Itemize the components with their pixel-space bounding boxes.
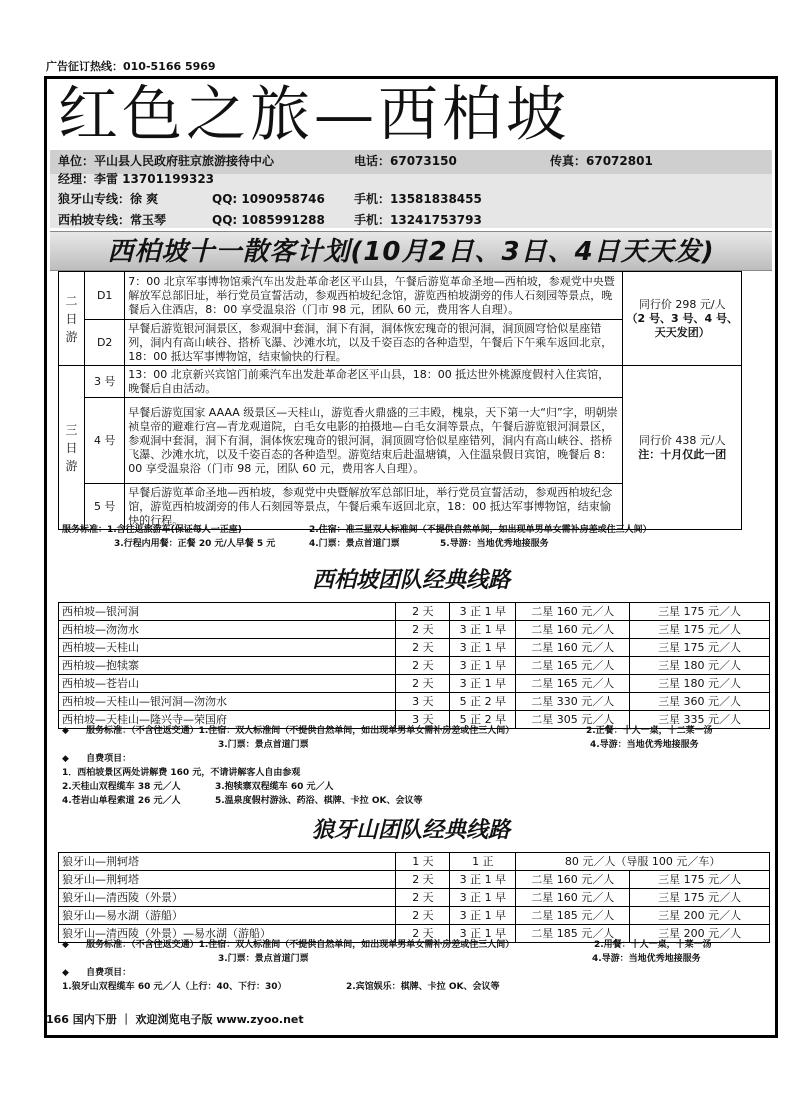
phone-text: 电话：67073150: [354, 154, 457, 168]
route-price-2star: 二星 185 元／人: [516, 907, 630, 925]
route-price-2star: 二星 160 元／人: [516, 621, 630, 639]
day-description: 7：00 北京军事博物馆乘汽车出发赴革命老区平山县，午餐后游览革命圣地—西柏坡，参观党中央暨解放军总部旧址，举行党员宣誓活动，参观西柏坡纪念馆，游览西柏坡湖旁的伟人石刻园等景点，晚餐后入住酒店，8：00 享受温泉浴（门市 98 元，团队 60 元，费用客人自理）。: [125, 272, 623, 320]
table-row: [59, 272, 742, 320]
table-row: [59, 621, 770, 639]
page-title: 红色之旅—西柏坡: [58, 80, 570, 150]
plan-note-5: 5.导游：当地优秀地接服务: [440, 539, 549, 549]
route-name: 西柏坡—抱犊寨: [59, 657, 396, 675]
tour-label: 三日游: [59, 366, 85, 530]
langya-extra: [62, 980, 500, 994]
xibaipo-extra-2a: 2.天桂山双程缆车 38 元／人: [62, 782, 181, 792]
day-label: D1: [85, 272, 125, 320]
plan-service-note-2: [114, 537, 549, 551]
price-cell: [623, 366, 742, 530]
unit-text: 单位：平山县人民政府驻京旅游接待中心: [58, 154, 275, 168]
route-price-3star: 三星 175 元／人: [630, 621, 770, 639]
route-price-3star: 三星 175 元／人: [630, 603, 770, 621]
route-meals: 5 正 2 早: [450, 693, 516, 711]
route-price-2star: 二星 160 元／人: [516, 639, 630, 657]
route-price-2star: 二星 185 元／人: [516, 925, 630, 943]
route-name: 狼牙山—荆轲塔: [59, 853, 396, 871]
table-row: [59, 603, 770, 621]
plan-service-note: [62, 523, 652, 537]
route-name: 狼牙山—荆轲塔: [59, 871, 396, 889]
langya-service-note: [62, 938, 712, 952]
route-meals: 3 正 1 早: [450, 925, 516, 943]
route-name: 西柏坡—银河洞: [59, 603, 396, 621]
langya-tickets-text: 3.门票：景点首道门票: [218, 954, 309, 964]
route-price-2star: 二星 160 元／人: [516, 889, 630, 907]
route-days: 2 天: [396, 889, 450, 907]
route-meals: 3 正 1 早: [450, 639, 516, 657]
route-meals: 3 正 1 早: [450, 657, 516, 675]
plan-note-3: 3.行程内用餐：正餐 20 元/人早餐 5 元: [114, 539, 276, 549]
day-label: 4 号: [85, 398, 125, 484]
xibaipo-mobile: 手机：13241753793: [354, 213, 482, 227]
table-row: [59, 693, 770, 711]
langya-extra-title-text: 自费项目：: [86, 968, 132, 978]
route-meals: 3 正 1 早: [450, 603, 516, 621]
langya-mobile: 手机：13581838455: [354, 192, 482, 206]
day-label: 5 号: [85, 484, 125, 530]
xibaipo-routes-table: [58, 602, 770, 729]
langya-service-note-2: [218, 952, 701, 966]
langya-section-title: 狼牙山团队经典线路: [311, 818, 510, 843]
route-meals: 3 正 1 早: [450, 675, 516, 693]
langya-qq: QQ: 1090958746: [212, 192, 325, 206]
xibaipo-meals-text: 2.正餐：十人一桌，十二菜一汤: [586, 726, 713, 736]
route-price-3star: 三星 180 元／人: [630, 657, 770, 675]
route-name: 狼牙山—易水湖（游船）: [59, 907, 396, 925]
tour-label: 二日游: [59, 272, 85, 366]
route-price-2star: 二星 165 元／人: [516, 657, 630, 675]
xibaipo-extra-3b: 5.温泉度假村游泳、药浴、棋牌、卡拉 OK、会议等: [215, 796, 423, 806]
day-description: 13：00 北京新兴宾馆门前乘汽车出发赴革命老区平山县，18：00 抵达世外桃源度假村入住宾馆，晚餐后自由活动。: [125, 366, 623, 398]
xibaipo-qq: QQ: 1085991288: [212, 213, 325, 227]
route-days: 1 天: [396, 853, 450, 871]
route-price: 80 元／人（导服 100 元／车）: [516, 853, 770, 871]
route-price-3star: 三星 360 元／人: [630, 693, 770, 711]
route-days: 3 天: [396, 711, 450, 729]
route-price-3star: 三星 335 元／人: [630, 711, 770, 729]
route-name: 狼牙山—清西陵（外景）—易水湖（游船）: [59, 925, 396, 943]
langya-guide-text: 4.导游：当地优秀地接服务: [592, 954, 701, 964]
xibaipo-extra-1: 1．西柏坡景区两处讲解费 160 元，不请讲解客人自由参观: [62, 768, 301, 778]
route-price-2star: 二星 330 元／人: [516, 693, 630, 711]
price-note: （2 号、3 号、4 号、天天发团）: [626, 311, 738, 339]
table-row: [59, 853, 770, 871]
diamond-icon: ◆: [62, 968, 69, 978]
route-price-3star: 三星 180 元／人: [630, 675, 770, 693]
manager-text: 经理：李雷 13701199323: [58, 172, 215, 186]
diamond-icon: ◆: [62, 940, 69, 950]
route-price-2star: 二星 305 元／人: [516, 711, 630, 729]
route-price-3star: 三星 200 元／人: [630, 907, 770, 925]
table-row: [59, 907, 770, 925]
xibaipo-extra-3a: 4.苍岩山单程索道 26 元／人: [62, 796, 181, 806]
page-footer: 166 国内下册 ｜ 欢迎浏览电子版 www.zyoo.net: [46, 1013, 304, 1026]
route-meals: 3 正 1 早: [450, 889, 516, 907]
route-name: 西柏坡—天桂山: [59, 639, 396, 657]
route-days: 2 天: [396, 657, 450, 675]
schedule-table: [58, 271, 742, 530]
xibaipo-contact: 西柏坡专线：常玉琴: [58, 213, 167, 227]
route-meals: 5 正 2 早: [450, 711, 516, 729]
ad-hotline: 广告征订热线：010-5166 5969: [46, 60, 216, 73]
route-price-3star: 三星 200 元／人: [630, 925, 770, 943]
xibaipo-extra-3: [62, 794, 423, 808]
route-meals: 3 正 1 早: [450, 621, 516, 639]
route-price-2star: 二星 165 元／人: [516, 675, 630, 693]
table-row: [59, 657, 770, 675]
route-days: 2 天: [396, 621, 450, 639]
xibaipo-extra-2b: 3.抱犊寨双程缆车 60 元／人: [215, 782, 334, 792]
day-description: 早餐后游览革命圣地—西柏坡，参观党中央暨解放军总部旧址，举行党员宣誓活动，参观西柏坡纪念馆，游览西柏坡湖旁的伟人石刻园等景点，午餐后乘车返回北京，18：00 抵达军事博物馆，结束愉快的行程。: [125, 484, 623, 530]
route-days: 2 天: [396, 639, 450, 657]
price-note: 注：十月仅此一团: [638, 447, 727, 461]
xibaipo-tickets-text: 3.门票：景点首道门票: [218, 740, 309, 750]
day-label: D2: [85, 320, 125, 366]
route-name: 西柏坡—苍岩山: [59, 675, 396, 693]
xibaipo-service-note: [62, 724, 713, 738]
plan-note-4: 4.门票：景点首道门票: [309, 539, 400, 549]
xibaipo-service-text: 服务标准：（不含往返交通）1.住宿：双人标准间（不提供自然单间，如出现单男单女需补房差或住三人间）: [86, 726, 515, 736]
langya-routes-table: [58, 852, 770, 943]
xibaipo-guide-text: 4.导游：当地优秀地接服务: [590, 740, 699, 750]
price-text: 同行价 438 元/人: [638, 433, 726, 447]
langya-extra-1: 1.狼牙山双程缆车 60 元／人（上行：40、下行：30）: [62, 982, 287, 992]
langya-meals-text: 2.用餐：十人一桌，十菜一汤: [594, 940, 712, 950]
table-row: [59, 889, 770, 907]
route-name: 西柏坡—沕沕水: [59, 621, 396, 639]
route-price-3star: 三星 175 元／人: [630, 871, 770, 889]
diamond-icon: ◆: [62, 754, 69, 764]
route-days: 2 天: [396, 871, 450, 889]
plan-banner: 西柏坡十一散客计划(10月2日、3日、4日天天发): [50, 231, 772, 271]
langya-service-text: 服务标准：（不含往返交通）1.住宿：双人标准间（不提供自然单间，如出现单男单女需补房差或住三人间）: [86, 940, 515, 950]
day-description: 早餐后游览国家 AAAA 级景区—天桂山，游览香火鼎盛的三丰殿，槐泉，天下第一大“归”字，明朝崇祯皇帝的避难行宫—青龙观道院，白毛女电影的拍摄地—白毛女洞等景点，午餐后游览银河洞景区，参观洞中套洞，洞下有洞，洞体恢宏瑰奇的银河洞，洞顶圆穹恰似星座错列，洞内有高山峡谷、搭桥飞瀑、沙滩水坑，以及千姿百态的各种造型。游览结束后赴温塘镇，入住温泉假日宾馆，晚餐后 8：00 享受温泉浴（门市 98 元，团队 60 元，费用客人自理）。: [125, 398, 623, 484]
route-days: 2 天: [396, 675, 450, 693]
route-name: 西柏坡—天桂山—隆兴寺—荣国府: [59, 711, 396, 729]
fax-text: 传真：67072801: [550, 154, 653, 168]
price-cell: [623, 272, 742, 366]
day-description: 早餐后游览银河洞景区，参观洞中套洞，洞下有洞，洞体恢宏瑰奇的银河洞，洞顶圆穹恰似星座错列，洞内有高山峡谷、搭桥飞瀑、沙滩水坑，以及千姿百态的各种造型，午餐后下午乘车返回北京，18：00 抵达军事博物馆，结束愉快的行程。: [125, 320, 623, 366]
langya-contact: 狼牙山专线：徐 爽: [58, 192, 159, 206]
route-name: 狼牙山—清西陵（外景）: [59, 889, 396, 907]
route-price-2star: 二星 160 元／人: [516, 871, 630, 889]
xibaipo-service-note-2: [218, 738, 699, 752]
price-text: 同行价 298 元/人: [638, 297, 726, 311]
route-meals: 3 正 1 早: [450, 907, 516, 925]
langya-extra-2: 2.宾馆娱乐：棋牌、卡拉 OK、会议等: [346, 982, 500, 992]
langya-extra-title: [62, 966, 131, 980]
diamond-icon: ◆: [62, 726, 69, 736]
xibaipo-extra-title-text: 自费项目：: [86, 754, 132, 764]
route-days: 2 天: [396, 603, 450, 621]
xibaipo-extra-2: [62, 780, 334, 794]
plan-note-1: 服务标准：1.含往返旅游车(保证每人一正座): [62, 525, 242, 535]
route-price-3star: 三星 175 元／人: [630, 889, 770, 907]
route-meals: 3 正 1 早: [450, 871, 516, 889]
plan-note-2: 2.住宿：准三星双人标准间（不提供自然单间，如出现单男单女需补房差或住三人间）: [309, 525, 652, 535]
route-name: 西柏坡—天桂山—银河洞—沕沕水: [59, 693, 396, 711]
xibaipo-extra-title: [62, 752, 131, 766]
table-row: [59, 639, 770, 657]
route-price-3star: 三星 175 元／人: [630, 639, 770, 657]
xibaipo-section-title: 西柏坡团队经典线路: [311, 568, 510, 593]
route-meals: 1 正: [450, 853, 516, 871]
day-label: 3 号: [85, 366, 125, 398]
route-days: 2 天: [396, 907, 450, 925]
table-row: [59, 675, 770, 693]
table-row: [59, 366, 742, 398]
route-days: 2 天: [396, 925, 450, 943]
table-row: [59, 871, 770, 889]
route-days: 3 天: [396, 693, 450, 711]
route-price-2star: 二星 160 元／人: [516, 603, 630, 621]
